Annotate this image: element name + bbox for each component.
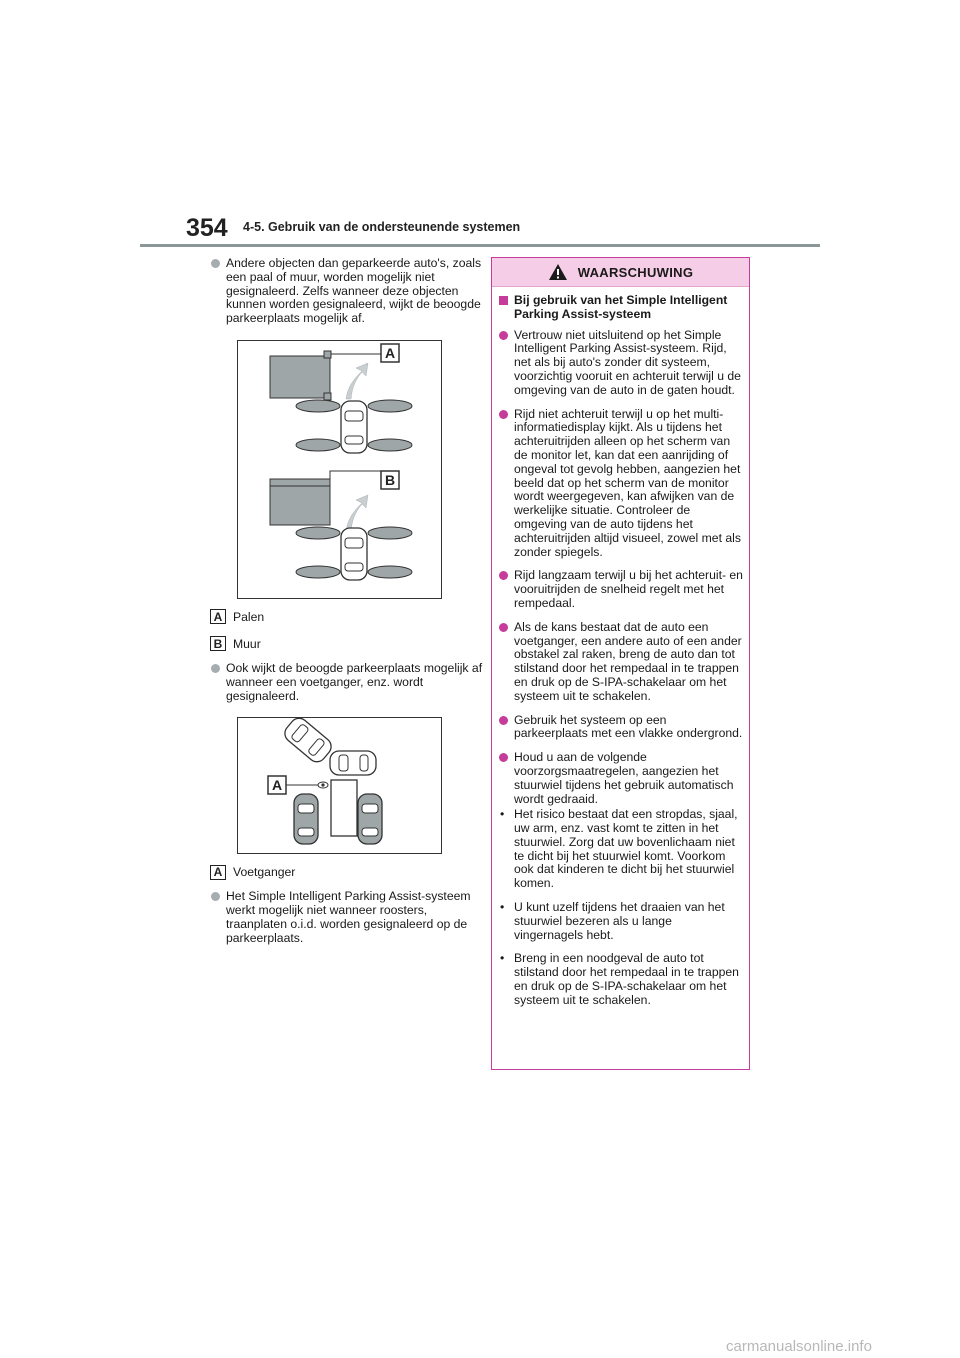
- warning-bullet-text: Rijd niet achteruit terwijl u op het multi-informatiedisplay kijkt. Als u tijdens het achteruitrijden alleen op het scherm van de monitor let, kan dat een aanrijding of ongeval tot gevolg hebben, aangezien het beeld dat op het scherm van de monitor wordt weergegeven, kan afwijken van de werkelijke situatie. Controleer de omgeving van de auto tijdens het achteruitrijden altijd visueel, zowel met als zonder spiegels.: [514, 406, 741, 559]
- callout-line: [330, 471, 381, 482]
- square-bullet-icon: [499, 296, 508, 305]
- warning-bullet: [498, 714, 743, 742]
- sensor-lobe-shape: [368, 400, 412, 412]
- bullet-text: Het Simple Intelligent Parking Assist-systeem werkt mogelijk niet wanneer roosters, traanplaten o.i.d. worden gesignaleerd op de parkeerplaats.: [226, 889, 471, 945]
- bullet-dot-icon: [499, 623, 508, 632]
- legend-letter: B: [210, 636, 226, 651]
- sub-bullet-marker: •: [500, 807, 505, 822]
- car-window-shape: [360, 755, 368, 771]
- sensor-lobe-shape: [296, 439, 340, 451]
- bullet-item: [210, 257, 484, 326]
- bullet-item: [210, 662, 484, 703]
- warning-bullet: [498, 621, 743, 704]
- warning-bullet: [498, 329, 743, 398]
- legend-row: [210, 609, 472, 625]
- warning-heading: [498, 294, 743, 322]
- warning-bullet-text: Als de kans bestaat dat de auto een voetganger, een andere auto of een ander obstakel zal raken, breng de auto dan tot stilstand door het rempedaal in te trappen en druk op de S-IPA-schakelaar om het systeem uit te schakelen.: [514, 619, 742, 703]
- legend-fig2: [210, 864, 472, 880]
- bullet-dot-icon: [499, 331, 508, 340]
- legend-row: [210, 636, 472, 652]
- warning-sub-bullet: [498, 808, 743, 891]
- sub-bullet-marker: •: [500, 900, 505, 915]
- sensor-lobe-shape: [368, 527, 412, 539]
- section-title: 4-5. Gebruik van de ondersteunende systemen: [243, 220, 521, 234]
- sensor-lobe-shape: [296, 400, 340, 412]
- car-window-shape: [345, 411, 363, 421]
- bullet-dot-icon: [499, 753, 508, 762]
- figure-parking-obstacles: [237, 340, 442, 599]
- parking-diagram: [238, 341, 441, 598]
- sub-bullet-marker: •: [500, 951, 505, 966]
- car-window-shape: [298, 804, 314, 813]
- bullet-text: Andere objecten dan geparkeerde auto's, zoals een paal of muur, worden mogelijk niet gesignaleerd. Zelfs wanneer deze objecten kunnen worden gesignaleerd, wijkt de beoogde parkeerplaats mogelijk af.: [226, 256, 482, 326]
- legend-fig1: [210, 609, 472, 652]
- pedestrian-diagram: [238, 718, 441, 853]
- legend-letter: A: [210, 609, 226, 624]
- sensor-lobe-shape: [296, 527, 340, 539]
- warning-sub-bullet: [498, 901, 743, 942]
- bullet-item: [210, 890, 484, 945]
- page-number: 354: [186, 214, 228, 242]
- car-icon: [281, 718, 334, 765]
- car-icon: [341, 401, 367, 453]
- warning-sub-bullet: [498, 952, 743, 1007]
- bullet-dot-icon: [499, 410, 508, 419]
- header-rule: [140, 244, 820, 247]
- warning-sub-text: Breng in een noodgeval de auto tot stilstand door het rempedaal in te trappen en druk op de S-IPA-schakelaar om het systeem uit te schakelen.: [514, 951, 739, 1007]
- car-window-shape: [339, 755, 348, 771]
- warning-title: WAARSCHUWING: [577, 264, 694, 280]
- pole-icon: [324, 393, 331, 400]
- legend-text: Muur: [233, 636, 261, 651]
- target-space-shape: [331, 780, 357, 836]
- sensor-lobe-shape: [368, 566, 412, 578]
- legend-row: [210, 864, 472, 880]
- bullet-dot-icon: [499, 571, 508, 580]
- car-icon: [330, 751, 376, 775]
- right-column: [491, 257, 750, 1070]
- car-window-shape: [298, 828, 314, 836]
- bullet-dot-icon: [211, 664, 220, 673]
- callout-letter: B: [384, 471, 396, 488]
- car-icon: [341, 528, 367, 580]
- warning-bullet: [498, 751, 743, 806]
- left-column: [210, 256, 483, 946]
- parked-area-shape: [270, 356, 330, 398]
- callout-letter: A: [271, 777, 283, 794]
- warning-sub-text: U kunt uzelf tijdens het draaien van het stuurwiel bezeren als u lange vingernagels hebt.: [514, 900, 725, 942]
- warning-bullet-text: Vertrouw niet uitsluitend op het Simple Intelligent Parking Assist-systeem. Rijd, net als bij auto's zonder dit systeem, voorzichtig vooruit en achteruit terwijl u de omgeving van de auto in de gaten houdt.: [514, 327, 741, 397]
- watermark: carmanualsonline.info: [726, 1338, 872, 1355]
- legend-letter: A: [210, 865, 226, 880]
- warning-bullet-text: Rijd langzaam terwijl u bij het achteruit- en vooruitrijden de snelheid regelt met het rempedaal.: [514, 568, 743, 610]
- car-window-shape: [345, 563, 363, 571]
- warning-bullet: [498, 408, 743, 560]
- warning-content: [492, 287, 749, 1008]
- warning-sub-text: Het risico bestaat dat een stropdas, sjaal, uw arm, enz. vast komt te zitten in het stuurwiel. Zorg dat uw bovenlichaam niet te dicht bij het stuurwiel komt. Voorkom ook dat kinderen te dicht bij het stuurwiel komen.: [514, 807, 738, 891]
- legend-text: Palen: [233, 609, 265, 624]
- bullet-dot-icon: [499, 716, 508, 725]
- warning-bullet: [498, 569, 743, 610]
- car-window-shape: [362, 828, 378, 836]
- warning-heading-text: Bij gebruik van het Simple Intelligent Parking Assist-systeem: [514, 293, 728, 321]
- legend-text: Voetganger: [233, 865, 296, 880]
- warning-header: [492, 258, 749, 287]
- callout-letter: A: [384, 344, 396, 361]
- bullet-dot-icon: [211, 259, 220, 268]
- sensor-lobe-shape: [368, 439, 412, 451]
- warning-bullet-text: Houd u aan de volgende voorzorgsmaatregelen, aangezien het stuurwiel tijdens het gebruik automatisch wordt gedraaid.: [514, 750, 734, 806]
- arrow-icon: [346, 363, 368, 399]
- bullet-dot-icon: [211, 892, 220, 901]
- car-window-shape: [362, 804, 378, 813]
- warning-bullet-text: Gebruik het systeem op een parkeerplaats met een vlakke ondergrond.: [514, 712, 743, 741]
- arrow-icon: [346, 495, 368, 531]
- bullet-text: Ook wijkt de beoogde parkeerplaats mogelijk af wanneer een voetganger, enz. wordt gesignaleerd.: [226, 660, 483, 703]
- figure-pedestrian: [237, 717, 442, 854]
- car-window-shape: [345, 538, 363, 548]
- warning-box: [491, 257, 750, 1070]
- pedestrian-head-shape: [321, 784, 324, 787]
- car-window-shape: [345, 436, 363, 444]
- sensor-lobe-shape: [296, 566, 340, 578]
- pole-icon: [324, 351, 331, 358]
- warning-triangle-icon: [548, 263, 568, 281]
